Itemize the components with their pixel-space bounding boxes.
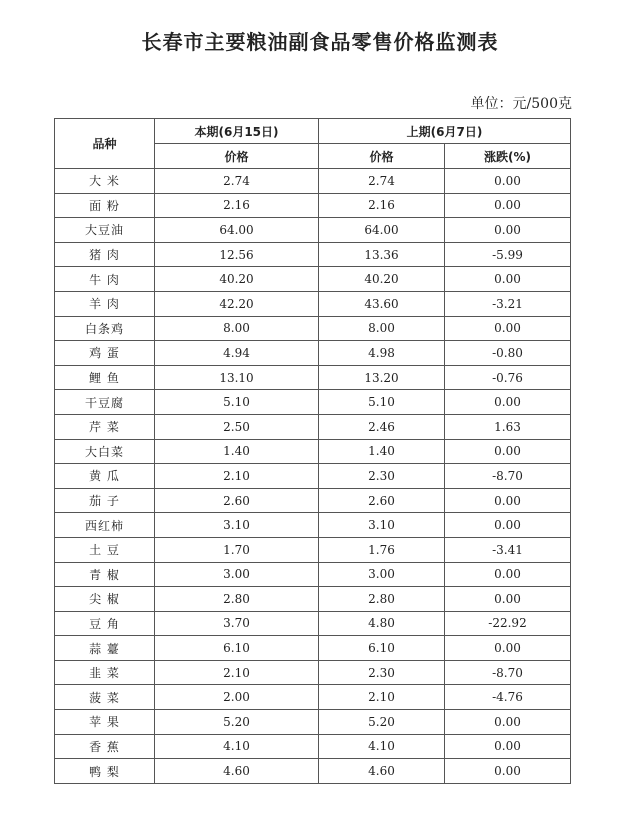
item-name: 鸭 梨 <box>55 759 155 784</box>
table-row <box>55 685 571 710</box>
table-row <box>55 710 571 735</box>
table-row <box>55 734 571 759</box>
previous-price: 43.60 <box>319 291 445 316</box>
item-name: 土 豆 <box>55 537 155 562</box>
change-percent: 0.00 <box>445 218 571 243</box>
current-price: 2.00 <box>155 685 319 710</box>
item-name: 茄 子 <box>55 488 155 513</box>
previous-price: 2.16 <box>319 193 445 218</box>
change-percent: 0.00 <box>445 513 571 538</box>
current-price: 4.10 <box>155 734 319 759</box>
table-row <box>55 291 571 316</box>
table-row <box>55 365 571 390</box>
current-price: 2.80 <box>155 587 319 612</box>
change-percent: -8.70 <box>445 660 571 685</box>
change-percent: 0.00 <box>445 759 571 784</box>
previous-price: 2.80 <box>319 587 445 612</box>
change-percent: -0.76 <box>445 365 571 390</box>
current-price: 2.74 <box>155 169 319 194</box>
header-current-period: 本期(6月15日) <box>155 119 319 144</box>
table-row <box>55 390 571 415</box>
current-price: 4.60 <box>155 759 319 784</box>
change-percent: -8.70 <box>445 464 571 489</box>
item-name: 香 蕉 <box>55 734 155 759</box>
table-row <box>55 414 571 439</box>
item-name: 大 米 <box>55 169 155 194</box>
item-name: 白条鸡 <box>55 316 155 341</box>
item-name: 牛 肉 <box>55 267 155 292</box>
header-change: 涨跌(%) <box>445 144 571 169</box>
header-current-price: 价格 <box>155 144 319 169</box>
current-price: 5.20 <box>155 710 319 735</box>
current-price: 2.16 <box>155 193 319 218</box>
item-name: 西红柿 <box>55 513 155 538</box>
previous-price: 3.00 <box>319 562 445 587</box>
page-title: 长春市主要粮油副食品零售价格监测表 <box>141 30 499 54</box>
previous-price: 13.20 <box>319 365 445 390</box>
current-price: 5.10 <box>155 390 319 415</box>
change-percent: 0.00 <box>445 390 571 415</box>
item-name: 干豆腐 <box>55 390 155 415</box>
previous-price: 3.10 <box>319 513 445 538</box>
change-percent: -5.99 <box>445 242 571 267</box>
change-percent: 0.00 <box>445 439 571 464</box>
change-percent: 0.00 <box>445 316 571 341</box>
table-row <box>55 169 571 194</box>
current-price: 2.10 <box>155 464 319 489</box>
change-percent: 0.00 <box>445 587 571 612</box>
change-percent: 0.00 <box>445 267 571 292</box>
previous-price: 1.40 <box>319 439 445 464</box>
previous-price: 2.10 <box>319 685 445 710</box>
change-percent: 0.00 <box>445 636 571 661</box>
current-price: 64.00 <box>155 218 319 243</box>
header-previous-period: 上期(6月7日) <box>319 119 571 144</box>
previous-price: 4.80 <box>319 611 445 636</box>
current-price: 4.94 <box>155 341 319 366</box>
item-name: 黄 瓜 <box>55 464 155 489</box>
current-price: 40.20 <box>155 267 319 292</box>
current-price: 2.50 <box>155 414 319 439</box>
current-price: 2.60 <box>155 488 319 513</box>
table-row <box>55 636 571 661</box>
header-variety: 品种 <box>55 119 155 169</box>
table-row <box>55 267 571 292</box>
table-row <box>55 242 571 267</box>
previous-price: 2.30 <box>319 660 445 685</box>
previous-price: 6.10 <box>319 636 445 661</box>
item-name: 菠 菜 <box>55 685 155 710</box>
previous-price: 4.60 <box>319 759 445 784</box>
item-name: 大豆油 <box>55 218 155 243</box>
previous-price: 8.00 <box>319 316 445 341</box>
previous-price: 5.10 <box>319 390 445 415</box>
item-name: 鸡 蛋 <box>55 341 155 366</box>
change-percent: 1.63 <box>445 414 571 439</box>
item-name: 蒜 薹 <box>55 636 155 661</box>
table-row <box>55 341 571 366</box>
current-price: 13.10 <box>155 365 319 390</box>
previous-price: 2.74 <box>319 169 445 194</box>
change-percent: 0.00 <box>445 562 571 587</box>
table-row <box>55 218 571 243</box>
unit-label: 单位：元/500克 <box>470 96 572 112</box>
current-price: 1.40 <box>155 439 319 464</box>
change-percent: -22.92 <box>445 611 571 636</box>
header-previous-price: 价格 <box>319 144 445 169</box>
current-price: 42.20 <box>155 291 319 316</box>
table-row <box>55 193 571 218</box>
previous-price: 4.98 <box>319 341 445 366</box>
item-name: 鲤 鱼 <box>55 365 155 390</box>
table-row <box>55 660 571 685</box>
table-row <box>55 439 571 464</box>
change-percent: 0.00 <box>445 193 571 218</box>
item-name: 大白菜 <box>55 439 155 464</box>
table-row <box>55 537 571 562</box>
table-row <box>55 316 571 341</box>
change-percent: 0.00 <box>445 710 571 735</box>
table-body <box>55 169 571 784</box>
table-row <box>55 562 571 587</box>
item-name: 青 椒 <box>55 562 155 587</box>
current-price: 12.56 <box>155 242 319 267</box>
item-name: 豆 角 <box>55 611 155 636</box>
table-row <box>55 587 571 612</box>
current-price: 3.70 <box>155 611 319 636</box>
change-percent: -0.80 <box>445 341 571 366</box>
table-row <box>55 611 571 636</box>
current-price: 6.10 <box>155 636 319 661</box>
table-row <box>55 759 571 784</box>
previous-price: 4.10 <box>319 734 445 759</box>
item-name: 芹 菜 <box>55 414 155 439</box>
change-percent: -3.41 <box>445 537 571 562</box>
change-percent: 0.00 <box>445 169 571 194</box>
item-name: 猪 肉 <box>55 242 155 267</box>
table-row <box>55 488 571 513</box>
previous-price: 2.60 <box>319 488 445 513</box>
previous-price: 5.20 <box>319 710 445 735</box>
table-row <box>55 513 571 538</box>
previous-price: 1.76 <box>319 537 445 562</box>
item-name: 苹 果 <box>55 710 155 735</box>
item-name: 面 粉 <box>55 193 155 218</box>
change-percent: 0.00 <box>445 488 571 513</box>
current-price: 3.00 <box>155 562 319 587</box>
current-price: 8.00 <box>155 316 319 341</box>
change-percent: -4.76 <box>445 685 571 710</box>
current-price: 2.10 <box>155 660 319 685</box>
previous-price: 40.20 <box>319 267 445 292</box>
previous-price: 2.46 <box>319 414 445 439</box>
previous-price: 13.36 <box>319 242 445 267</box>
item-name: 尖 椒 <box>55 587 155 612</box>
change-percent: -3.21 <box>445 291 571 316</box>
change-percent: 0.00 <box>445 734 571 759</box>
current-price: 3.10 <box>155 513 319 538</box>
item-name: 羊 肉 <box>55 291 155 316</box>
previous-price: 2.30 <box>319 464 445 489</box>
item-name: 韭 菜 <box>55 660 155 685</box>
table-row <box>55 464 571 489</box>
price-table <box>54 118 571 784</box>
current-price: 1.70 <box>155 537 319 562</box>
previous-price: 64.00 <box>319 218 445 243</box>
